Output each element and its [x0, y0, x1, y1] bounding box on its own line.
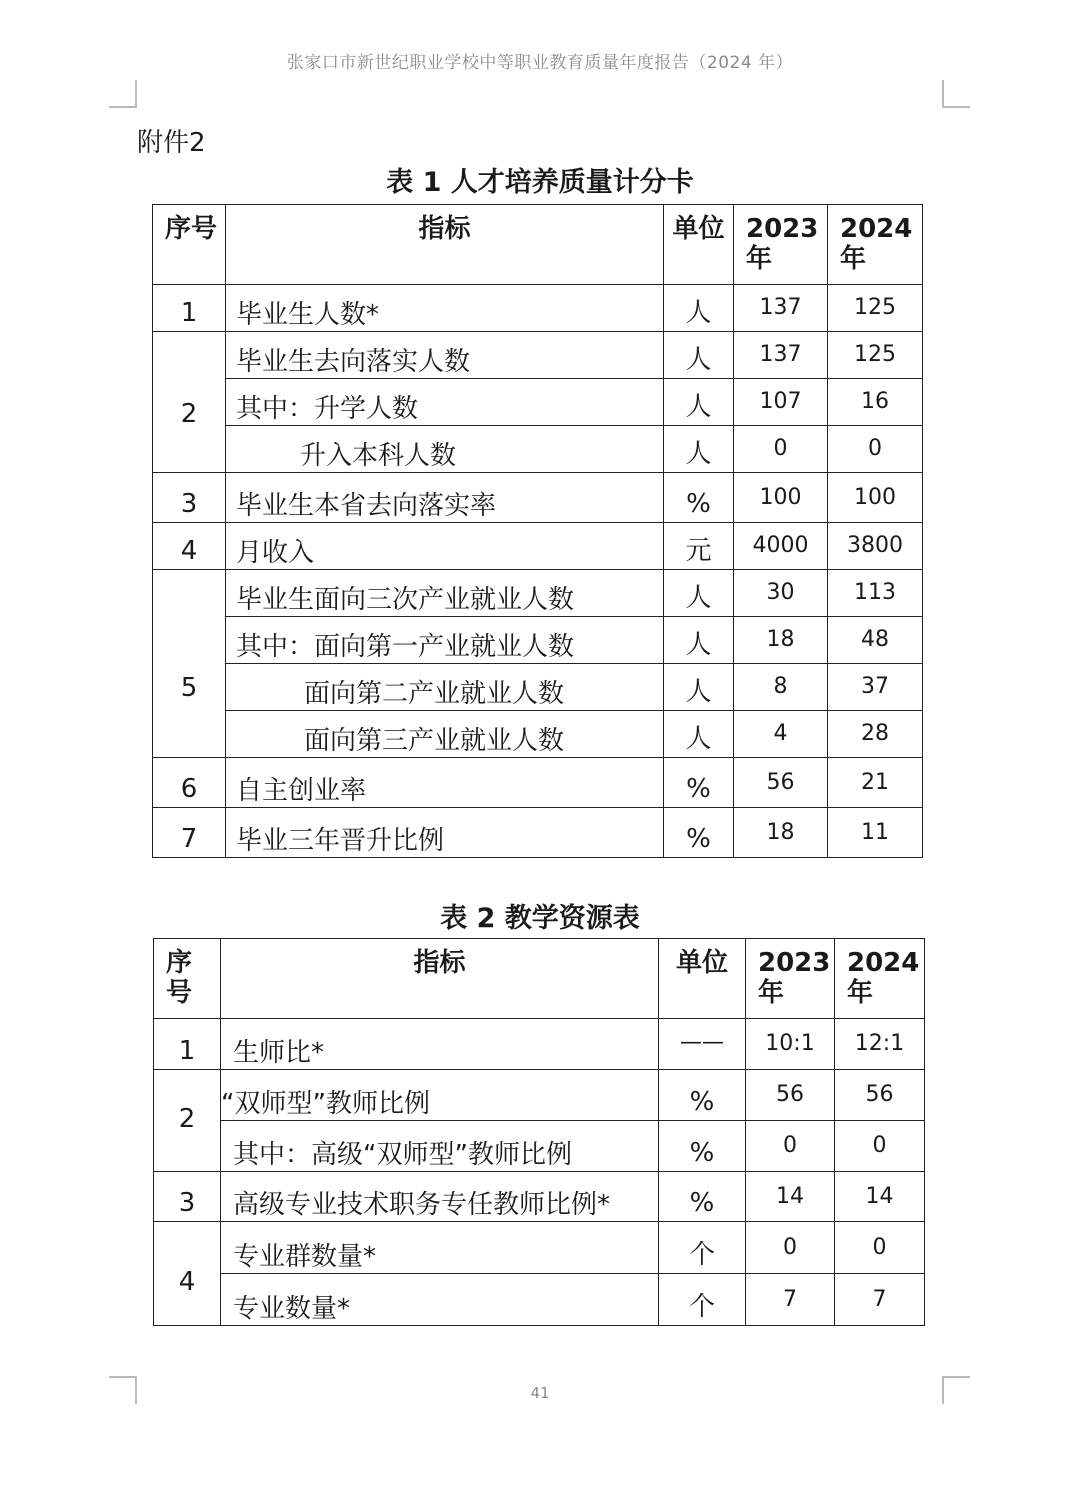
crop-mark-top-left [109, 80, 137, 108]
row-unit: 人 [664, 379, 734, 426]
row-indicator: 自主创业率 [226, 758, 664, 808]
row-value-2023: 56 [746, 1070, 835, 1121]
row-indicator: 其中：升学人数 [226, 379, 664, 426]
header-indicator: 指标 [226, 205, 664, 285]
row-seq: 3 [154, 1172, 221, 1222]
row-indicator: “双师型”教师比例 [221, 1070, 659, 1121]
row-value-2023: 107 [734, 379, 828, 426]
row-value-2023: 8 [734, 664, 828, 711]
row-indicator: 毕业三年晋升比例 [226, 808, 664, 858]
row-unit: —— [659, 1019, 746, 1070]
header-seq-text: 序号 [166, 948, 193, 1008]
row-value-2023: 56 [734, 758, 828, 808]
table-row [153, 379, 923, 426]
row-seq: 4 [153, 523, 226, 570]
row-value-2024: 0 [828, 426, 923, 473]
row-value-2023: 30 [734, 570, 828, 617]
header-unit: 单位 [659, 939, 746, 1019]
table2-title: 表 2 教学资源表 [440, 903, 640, 934]
row-unit: 个 [659, 1274, 746, 1326]
row-unit: % [659, 1070, 746, 1121]
row-value-2023: 18 [734, 617, 828, 664]
row-value-2024: 0 [835, 1222, 925, 1274]
page-number: 41 [530, 1384, 550, 1402]
row-value-2024: 56 [835, 1070, 925, 1121]
row-unit: 人 [664, 570, 734, 617]
row-indicator: 其中：面向第一产业就业人数 [226, 617, 664, 664]
row-seq: 5 [153, 570, 226, 758]
report-header: 张家口市新世纪职业学校中等职业教育质量年度报告（2024 年） [286, 53, 794, 73]
crop-mark-top-right [942, 80, 970, 108]
row-value-2023: 7 [746, 1274, 835, 1326]
header-seq [154, 939, 221, 1019]
table-row [153, 332, 923, 379]
row-value-2024: 100 [828, 473, 923, 523]
row-value-2024: 37 [828, 664, 923, 711]
row-seq: 1 [154, 1019, 221, 1070]
row-value-2024: 7 [835, 1274, 925, 1326]
row-indicator: 升入本科人数 [226, 426, 664, 473]
row-seq: 7 [153, 808, 226, 858]
row-unit: 元 [664, 523, 734, 570]
row-unit: % [659, 1121, 746, 1172]
row-value-2023: 4 [734, 711, 828, 758]
header-2023: 2023年 [746, 939, 835, 1019]
row-value-2023: 0 [746, 1121, 835, 1172]
header-2023: 2023年 [734, 205, 828, 285]
row-value-2023: 0 [734, 426, 828, 473]
row-indicator: 高级专业技术职务专任教师比例* [221, 1172, 659, 1222]
table-row [154, 1019, 925, 1070]
row-value-2024: 0 [835, 1121, 925, 1172]
row-seq: 3 [153, 473, 226, 523]
row-indicator: 毕业生人数* [226, 285, 664, 332]
row-value-2024: 16 [828, 379, 923, 426]
row-value-2023: 18 [734, 808, 828, 858]
row-unit: 人 [664, 617, 734, 664]
row-value-2023: 14 [746, 1172, 835, 1222]
row-seq: 2 [154, 1070, 221, 1172]
header-seq: 序号 [153, 205, 226, 285]
row-unit: % [659, 1172, 746, 1222]
row-value-2024: 113 [828, 570, 923, 617]
header-2024: 2024年 [828, 205, 923, 285]
table-row [154, 1274, 925, 1326]
row-indicator: 毕业生本省去向落实率 [226, 473, 664, 523]
table-row [154, 1222, 925, 1274]
row-indicator: 专业数量* [221, 1274, 659, 1326]
row-unit: % [664, 808, 734, 858]
header-2024: 2024年 [835, 939, 925, 1019]
table-row [153, 426, 923, 473]
table-header-row [154, 939, 925, 1019]
row-unit: 人 [664, 711, 734, 758]
row-indicator: 毕业生面向三次产业就业人数 [226, 570, 664, 617]
row-value-2023: 4000 [734, 523, 828, 570]
row-indicator: 生师比* [221, 1019, 659, 1070]
row-value-2024: 28 [828, 711, 923, 758]
teaching-resource-table [153, 938, 925, 1326]
row-value-2024: 125 [828, 285, 923, 332]
row-unit: % [664, 473, 734, 523]
table-header-row [153, 205, 923, 285]
row-indicator: 月收入 [226, 523, 664, 570]
attachment-label: 附件2 [137, 128, 206, 158]
table-row [153, 808, 923, 858]
row-seq: 6 [153, 758, 226, 808]
row-unit: % [664, 758, 734, 808]
row-value-2023: 0 [746, 1222, 835, 1274]
table-row [153, 570, 923, 617]
row-value-2023: 100 [734, 473, 828, 523]
row-value-2024: 11 [828, 808, 923, 858]
row-value-2024: 125 [828, 332, 923, 379]
table-row [153, 285, 923, 332]
table-row [153, 711, 923, 758]
row-indicator: 面向第二产业就业人数 [226, 664, 664, 711]
table-row [153, 617, 923, 664]
row-indicator: 专业群数量* [221, 1222, 659, 1274]
row-value-2023: 10:1 [746, 1019, 835, 1070]
row-indicator: 毕业生去向落实人数 [226, 332, 664, 379]
row-unit: 人 [664, 332, 734, 379]
row-value-2024: 12:1 [835, 1019, 925, 1070]
table-row [154, 1121, 925, 1172]
table-row [154, 1070, 925, 1121]
row-unit: 个 [659, 1222, 746, 1274]
table-row [153, 664, 923, 711]
table-row [154, 1172, 925, 1222]
row-seq: 2 [153, 332, 226, 473]
row-indicator: 面向第三产业就业人数 [226, 711, 664, 758]
table-row [153, 473, 923, 523]
header-unit: 单位 [664, 205, 734, 285]
row-seq: 4 [154, 1222, 221, 1326]
row-unit: 人 [664, 285, 734, 332]
row-indicator: 其中：高级“双师型”教师比例 [221, 1121, 659, 1172]
row-value-2024: 3800 [828, 523, 923, 570]
row-value-2023: 137 [734, 285, 828, 332]
talent-quality-table [152, 204, 923, 858]
row-value-2024: 48 [828, 617, 923, 664]
row-unit: 人 [664, 664, 734, 711]
table-row [153, 523, 923, 570]
row-seq: 1 [153, 285, 226, 332]
row-value-2024: 14 [835, 1172, 925, 1222]
row-unit: 人 [664, 426, 734, 473]
table-row [153, 758, 923, 808]
row-value-2023: 137 [734, 332, 828, 379]
table1-title: 表 1 人才培养质量计分卡 [386, 167, 694, 198]
header-indicator: 指标 [221, 939, 659, 1019]
row-value-2024: 21 [828, 758, 923, 808]
